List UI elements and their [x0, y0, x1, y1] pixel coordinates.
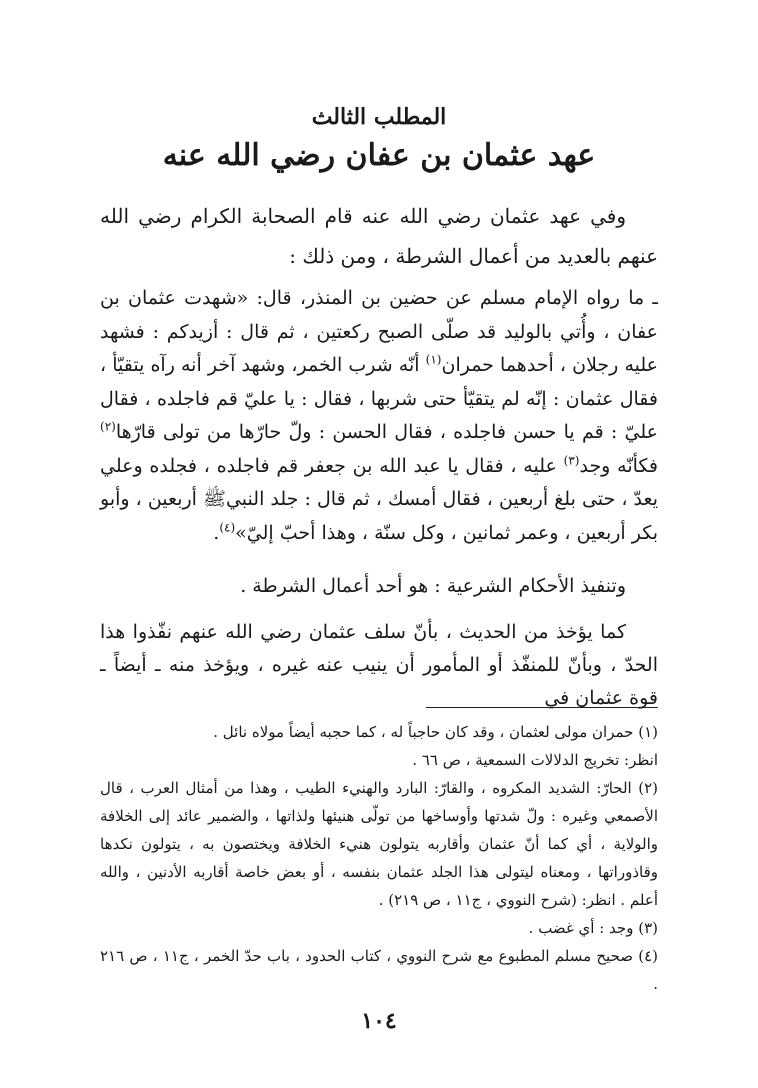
- hadith-text-4: عليه ، فقال يا عبد الله بن جعفر قم فاجلده ، فجلده وعلي يعدّ ، حتى بلغ أربعين ، فقال أمسك ، ثم قال : جلد النبيﷺ أربعين ، وأبو بكر أربعين ، وعمر ثمانين ، وكل سنّة ، وهذا أحبّ إليّ»: [100, 454, 658, 544]
- hadith-end: .: [213, 521, 220, 544]
- footnote-ref-2: (٢): [100, 419, 116, 434]
- footnote-3: (٣) وجد : أي غضب .: [528, 919, 658, 937]
- page-number: ١٠٤: [361, 1008, 397, 1034]
- footnote-ref-4: (٤): [219, 520, 236, 535]
- footnote-ref-3: (٣): [563, 453, 580, 468]
- footnote-divider: [426, 707, 658, 708]
- footnote-1-reference: انظر: تخريج الدلالات السمعية ، ص ٦٦ .: [412, 751, 658, 769]
- footnote-2: (٢) الحارّ: الشديد المكروه ، والقارّ: البارد والهنيء الطيب ، وهذا من أمثال العرب ، قال الأصمعي وغيره : ولّ شدتها وأوساخها من تولّى هنيئها ولذاتها ، والضمير عائد إلى الخلافة والولاية ، أي كما أنّ عثمان وأقاربه يتولون هنيء الخلافة ويختصون به ، يتولون نكدها وقاذوراتها ، ومعناه ليتولى هذا الجلد عثمان بنفسه ، أو بعض خاصة أقاربه الأدنين ، والله أعلم . انظر: (شرح النووي ، ج١١ ، ص ٢١٩) .: [100, 779, 658, 909]
- hadith-text-3: فكأنّه وجد: [579, 454, 658, 477]
- footnote-1: (١) حمران مولى لعثمان ، وقد كان حاجباً له ، كما حجبه أيضاً مولاه نائل .: [213, 723, 658, 741]
- hadith-text-1: ـ ما رواه الإمام مسلم عن حضين بن المنذر، قال: «شهدت عثمان بن عفان ، وأُتي بالوليد قد صلّى الصبح ركعتين ، ثم قال : أزيدكم : فشهد عليه رجلان ، أحدهما حمران: [100, 287, 658, 376]
- closing-paragraph: كما يؤخذ من الحديث ، بأنّ سلف عثمان رضي الله عنهم نفّذوا هذا الحدّ ، وبأنّ للمنفّذ أو المأمور أن ينيب عنه غيره ، ويؤخذ منه ـ أيضاً ـ قوة عثمان في: [100, 621, 659, 709]
- section-label: المطلب الثالث: [311, 104, 447, 130]
- footnotes-list: [100, 718, 658, 998]
- chapter-title: عهد عثمان بن عفان رضي الله عنه: [162, 138, 596, 173]
- footnote-ref-1: (١): [425, 352, 442, 367]
- footnote-4: (٤) صحيح مسلم المطبوع مع شرح النووي ، كتاب الحدود ، باب حدّ الخمر ، ج١١ ، ص ٢١٦ .: [100, 947, 659, 993]
- note-paragraph: وتنفيذ الأحكام الشرعية : هو أحد أعمال الشرطة .: [240, 575, 626, 597]
- hadith-text-2: أنّه شرب الخمر، وشهد آخر أنه رآه يتقيّأ ، فقال عثمان : إنّه لم يتقيّأ حتى شربها ، فقال : يا عليّ قم فاجلده ، فقال عليّ : قم يا حسن فاجلده ، فقال الحسن : ولّ حارّها من تولى قارّها: [100, 354, 658, 443]
- hadith-paragraph: [100, 282, 658, 550]
- intro-paragraph: وفي عهد عثمان رضي الله عنه قام الصحابة الكرام رضي الله عنهم بالعديد من أعمال الشرطة ، ومن ذلك :: [100, 204, 658, 268]
